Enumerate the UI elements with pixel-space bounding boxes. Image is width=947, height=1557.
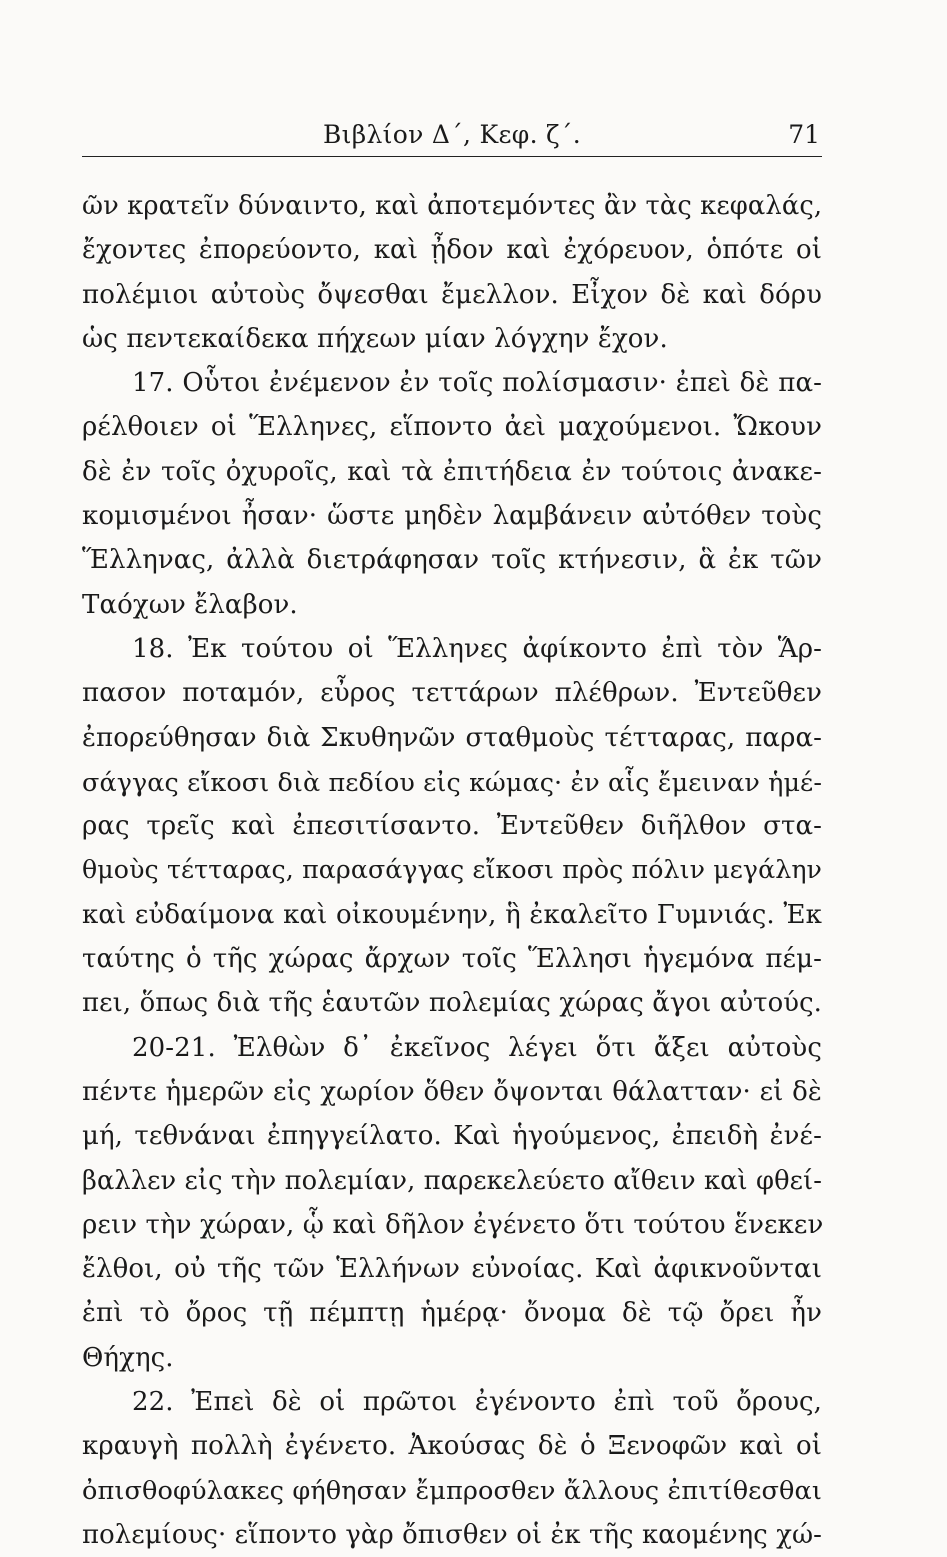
text-line: καὶ εὐδαίμονα καὶ οἰκουμένην, ἣ ἐκαλεῖτο Γυμνιάς. Ἐκ — [82, 899, 822, 930]
text-line: σάγγας εἴκοσι διὰ πεδίου εἰς κώμας· ἐν αἷς ἔμειναν ἡμέ- — [82, 766, 822, 797]
text-line: ὡς πεντεκαίδεκα πήχεων μίαν λόγχην ἔχον. — [82, 323, 668, 354]
section-20-21-start: 20-21. Ἐλθὼν δ᾿ ἐκεῖνος λέγει ὅτι ἄξει αὐτοὺς — [132, 1032, 822, 1063]
text-body — [82, 184, 822, 1557]
text-line: δὲ ἐν τοῖς ὀχυροῖς, καὶ τὰ ἐπιτήδεια ἐν τούτοις ἀνακε- — [82, 456, 822, 487]
text-line: ὀπισθοφύλακες φήθησαν ἔμπροσθεν ἄλλους ἐπιτίθεσθαι — [82, 1475, 822, 1506]
text-line: πέντε ἡμερῶν εἰς χωρίον ὅθεν ὄψονται θάλατταν· εἰ δὲ — [82, 1076, 822, 1107]
text-line: Θήχης. — [82, 1342, 174, 1373]
text-line: πασον ποταμόν, εὖρος τεττάρων πλέθρων. Ἐντεῦθεν — [82, 678, 822, 709]
text-line: ταύτης ὁ τῆς χώρας ἄρχων τοῖς Ἕλλησι ἡγεμόνα πέμ- — [82, 944, 822, 975]
text-line: ρας τρεῖς καὶ ἐπεσιτίσαντο. Ἐντεῦθεν διῆλθον στα- — [82, 811, 822, 842]
text-line: κραυγὴ πολλὴ ἐγένετο. Ἀκούσας δὲ ὁ Ξενοφῶν καὶ οἱ — [82, 1431, 822, 1462]
page-number: 71 — [788, 120, 820, 149]
text-line: πολεμίους· εἵποντο γὰρ ὄπισθεν οἱ ἐκ τῆς καομένης χώ- — [82, 1519, 822, 1550]
text-line: ρέλθοιεν οἱ Ἕλληνες, εἵποντο ἀεὶ μαχούμενοι. Ὤκουν — [82, 412, 822, 443]
text-line: ἐπὶ τὸ ὄρος τῇ πέμπτῃ ἡμέρᾳ· ὄνομα δὲ τῷ ὄρει ἦν — [82, 1298, 822, 1329]
text-line: μή, τεθνάναι ἐπηγγείλατο. Καὶ ἡγούμενος, ἐπειδὴ ἐνέ- — [82, 1121, 822, 1152]
text-line: κομισμένοι ἦσαν· ὥστε μηδὲν λαμβάνειν αὐτόθεν τοὺς — [82, 501, 822, 532]
text-line: ῶν κρατεῖν δύναιντο, καὶ ἀποτεμόντες ἂν τὰς κεφαλάς, — [82, 191, 823, 221]
text-line: ρειν τὴν χώραν, ᾧ καὶ δῆλον ἐγένετο ὅτι τούτου ἕνεκεν — [82, 1209, 824, 1240]
text-line: θμοὺς τέτταρας, παρασάγγας εἴκοσι πρὸς πόλιν μεγάλην — [82, 855, 822, 885]
text-line: ἐπορεύθησαν διὰ Σκυθηνῶν σταθμοὺς τέτταρας, παρα- — [82, 722, 822, 753]
text-line: ἔχοντες ἐπορεύοντο, καὶ ᾖδον καὶ ἐχόρευον, ὁπότε οἱ — [82, 235, 822, 266]
text-line: πει, ὅπως διὰ τῆς ἑαυτῶν πολεμίας χώρας ἄγοι αὐτούς. — [82, 988, 822, 1019]
running-title: Βιβλίον Δ΄, Κεφ. ζ΄. — [323, 120, 581, 149]
text-line: Ἕλληνας, ἀλλὰ διετράφησαν τοῖς κτήνεσιν, ἃ ἐκ τῶν — [82, 545, 822, 576]
section-22-start: 22. Ἐπεὶ δὲ οἱ πρῶτοι ἐγένοντο ἐπὶ τοῦ ὄρους, — [132, 1387, 822, 1418]
section-17-start: 17. Οὗτοι ἐνέμενον ἐν τοῖς πολίσμασιν· ἐπεὶ δὲ πα- — [132, 368, 822, 399]
text-line: ἔλθοι, οὐ τῆς τῶν Ἑλλήνων εὐνοίας. Καὶ ἀφικνοῦνται — [82, 1254, 822, 1285]
section-18-start: 18. Ἐκ τούτου οἱ Ἕλληνες ἀφίκοντο ἐπὶ τὸν Ἅρ- — [132, 633, 822, 664]
text-line: πολέμιοι αὐτοὺς ὄψεσθαι ἔμελλον. Εἶχον δὲ καὶ δόρυ — [82, 279, 822, 310]
text-line: βαλλεν εἰς τὴν πολεμίαν, παρεκελεύετο αἴθειν καὶ φθεί- — [82, 1165, 822, 1196]
text-line: Ταόχων ἔλαβον. — [82, 589, 298, 620]
running-head — [82, 116, 822, 157]
